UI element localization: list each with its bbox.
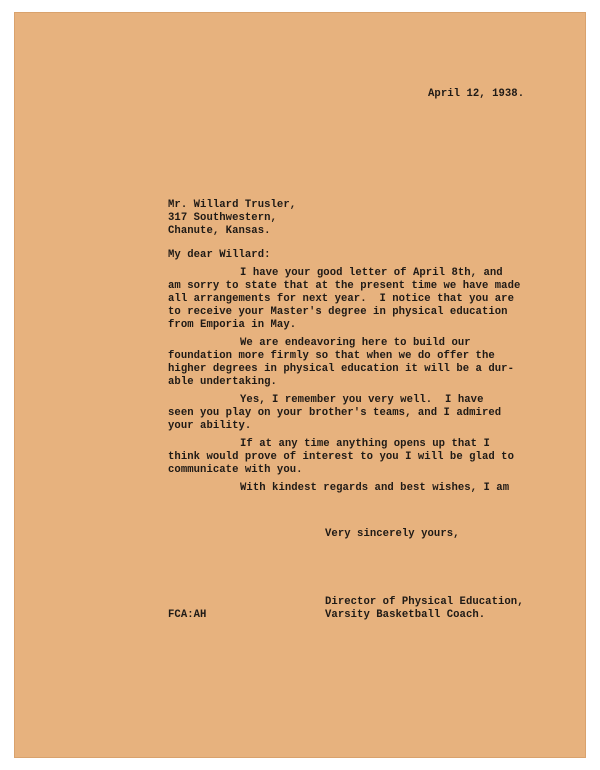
body-line: all arrangements for next year. I notice that you are [168,293,514,305]
salutation: My dear Willard: [168,249,271,261]
body-line: to receive your Master's degree in physical education [168,306,508,318]
body-line: am sorry to state that at the present time we have made [168,280,521,292]
recipient-city: Chanute, Kansas. [168,225,271,237]
body-line: foundation more firmly so that when we do offer the [168,350,495,362]
body-line: higher degrees in physical education it will be a dur- [168,363,514,375]
letter-page [14,12,586,758]
body-line: able undertaking. [168,376,277,388]
body-line: seen you play on your brother's teams, and I admired [168,407,502,419]
typist-initials: FCA:AH [168,609,207,621]
body-line: With kindest regards and best wishes, I am [240,482,510,494]
body-line: If at any time anything opens up that I [240,438,490,450]
signature-title-2: Varsity Basketball Coach. [325,609,486,621]
body-line: We are endeavoring here to build our [240,337,471,349]
signature-title-1: Director of Physical Education, [325,596,524,608]
recipient-street: 317 Southwestern, [168,212,277,224]
body-line: your ability. [168,420,252,432]
body-line: I have your good letter of April 8th, and [240,267,503,279]
body-line: from Emporia in May. [168,319,297,331]
body-line: Yes, I remember you very well. I have [240,394,484,406]
recipient-name: Mr. Willard Trusler, [168,199,297,211]
letter-date: April 12, 1938. [428,88,525,100]
body-line: communicate with you. [168,464,303,476]
closing: Very sincerely yours, [325,528,460,540]
body-line: think would prove of interest to you I will be glad to [168,451,514,463]
